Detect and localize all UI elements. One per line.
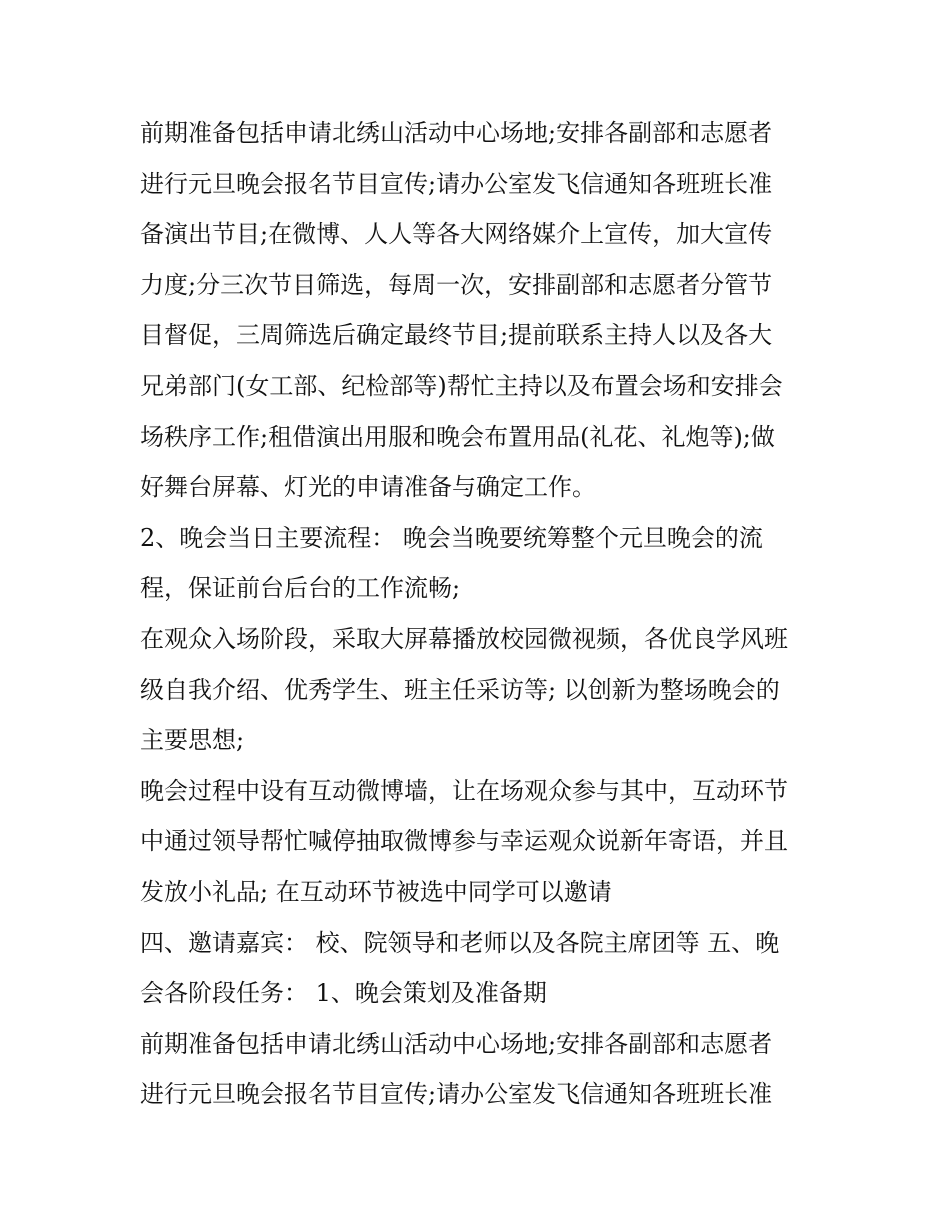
- text-line: 进行元旦晚会报名节目宣传;请办公室发飞信通知各班班长准: [140, 1080, 773, 1109]
- text-line: 目督促，三周筛选后确定最终节目;提前联系主持人以及各大: [140, 321, 773, 350]
- section-heading-line: 2、晚会当日主要流程： 晚会当晚要统筹整个元旦晚会的流: [140, 523, 763, 552]
- text-line: 中通过领导帮忙喊停抽取微博参与幸运观众说新年寄语，并且: [140, 827, 788, 856]
- text-line: 程，保证前台后台的工作流畅;: [140, 574, 461, 603]
- text-line: 在观众入场阶段，采取大屏幕播放校园微视频，各优良学风班: [140, 624, 788, 653]
- text-line: 备演出节目;在微博、人人等各大网络媒介上宣传，加大宣传: [140, 220, 773, 249]
- body-text: [140, 108, 840, 1120]
- text-line: 场秩序工作;租借演出用服和晚会布置用品(礼花、礼炮等);做: [140, 422, 775, 451]
- text-line: 进行元旦晚会报名节目宣传;请办公室发飞信通知各班班长准: [140, 169, 773, 198]
- section-heading-line: 四、邀请嘉宾： 校、院领导和老师以及各院主席团等 五、晚: [140, 928, 780, 957]
- text-line: 前期准备包括申请北绣山活动中心场地;安排各副部和志愿者: [140, 1029, 773, 1058]
- text-line: 兄弟部门(女工部、纪检部等)帮忙主持以及布置会场和安排会: [140, 371, 783, 400]
- text-line: 力度;分三次节目筛选，每周一次，安排副部和志愿者分管节: [140, 270, 773, 299]
- text-line: 主要思想;: [140, 726, 245, 755]
- text-line: 好舞台屏幕、灯光的申请准备与确定工作。: [140, 473, 596, 502]
- text-line: 前期准备包括申请北绣山活动中心场地;安排各副部和志愿者: [140, 119, 773, 147]
- text-line: 会各阶段任务： 1、晚会策划及准备期: [140, 979, 547, 1008]
- text-line: 级自我介绍、优秀学生、班主任采访等; 以创新为整场晚会的: [140, 675, 780, 704]
- text-line: 晚会过程中设有互动微博墙，让在场观众参与其中，互动环节: [140, 776, 788, 805]
- text-line: 发放小礼品; 在互动环节被选中同学可以邀请: [140, 877, 612, 906]
